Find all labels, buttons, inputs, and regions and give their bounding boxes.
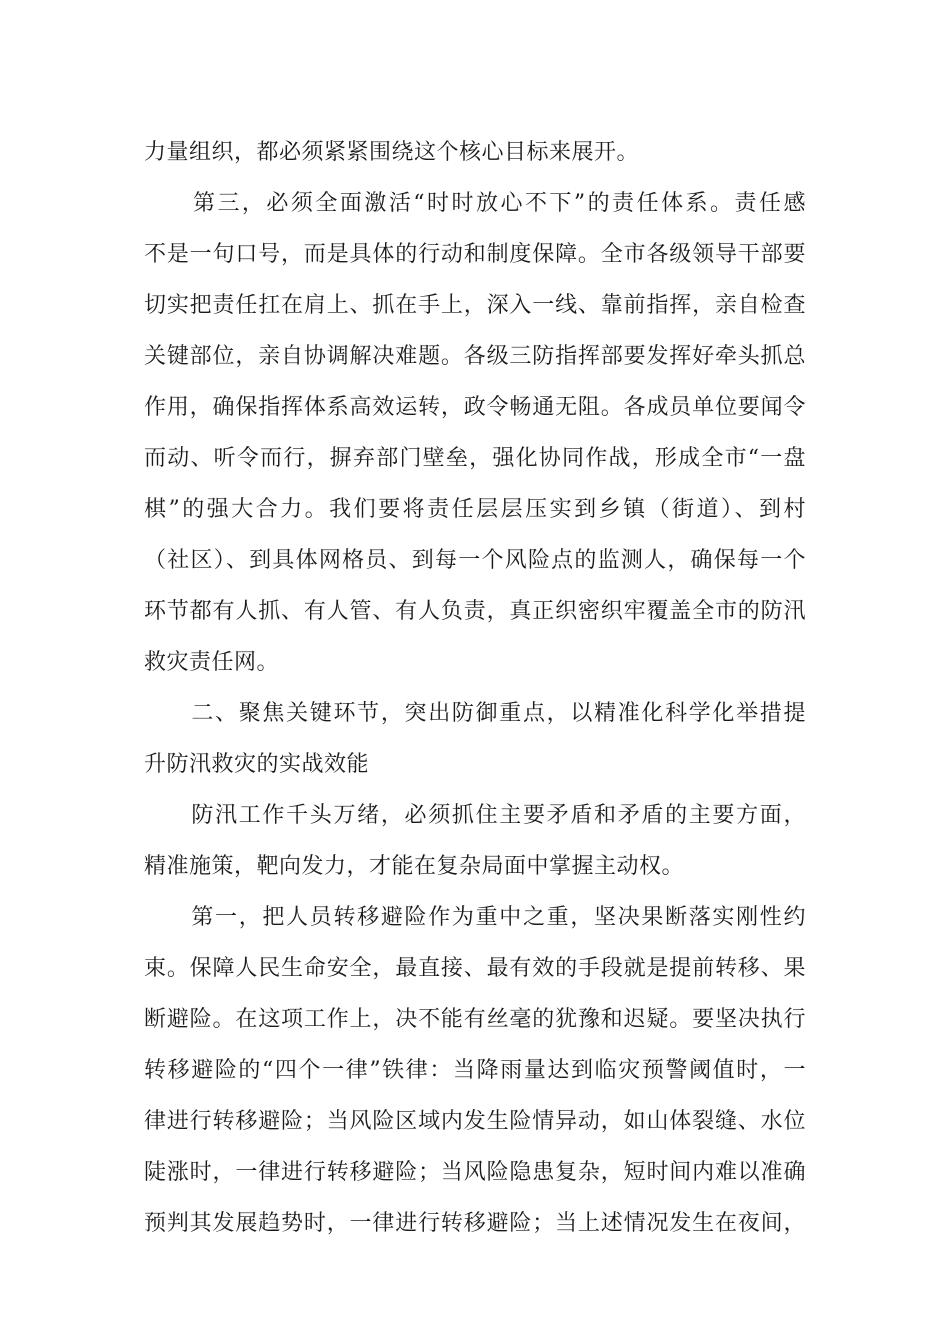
text-line: 转移避险的“四个一律”铁律：当降雨量达到临灾预警阈值时，一 — [144, 1058, 806, 1083]
text-line: 束。保障人民生命安全，最直接、最有效的手段就是提前转移、果 — [144, 956, 806, 981]
text-line: 第三，必须全面激活“时时放心不下”的责任体系。责任感 — [144, 191, 806, 216]
text-line: 精准施策，靶向发力，才能在复杂局面中掌握主动权。 — [144, 854, 685, 879]
text-line: 第一，把人员转移避险作为重中之重，坚决果断落实刚性约 — [144, 905, 806, 930]
text-line: 防汛工作千头万绪，必须抓住主要矛盾和矛盾的主要方面， — [144, 803, 806, 828]
text-line: 断避险。在这项工作上，决不能有丝毫的犹豫和迟疑。要坚决执行 — [144, 1007, 806, 1032]
section-heading-line: 二、聚焦关键环节，突出防御重点，以精准化科学化举措提 — [144, 701, 806, 726]
text-line: 力量组织，都必须紧紧围绕这个核心目标来展开。 — [144, 140, 640, 165]
text-line: 作用，确保指挥体系高效运转，政令畅通无阻。各成员单位要闻令 — [144, 395, 806, 420]
text-line: 预判其发展趋势时，一律进行转移避险；当上述情况发生在夜间， — [144, 1211, 806, 1236]
section-heading-line: 升防汛救灾的实战效能 — [144, 752, 370, 777]
text-line: 陡涨时，一律进行转移避险；当风险隐患复杂，短时间内难以准确 — [144, 1160, 806, 1185]
document-body — [144, 127, 806, 1249]
text-line: 环节都有人抓、有人管、有人负责，真正织密织牢覆盖全市的防汛 — [144, 599, 806, 624]
text-line: 关键部位，亲自协调解决难题。各级三防指挥部要发挥好牵头抓总 — [144, 344, 806, 369]
text-line: 律进行转移避险；当风险区域内发生险情异动，如山体裂缝、水位 — [144, 1109, 806, 1134]
text-line: 不是一句口号，而是具体的行动和制度保障。全市各级领导干部要 — [144, 242, 806, 267]
text-line: 而动、听令而行，摒弃部门壁垒，强化协同作战，形成全市“一盘 — [144, 446, 806, 471]
text-line: 切实把责任扛在肩上、抓在手上，深入一线、靠前指挥，亲自检查 — [144, 293, 806, 318]
text-line: 棋”的强大合力。我们要将责任层层压实到乡镇（街道）、到村 — [144, 497, 806, 522]
text-line: 救灾责任网。 — [144, 650, 280, 675]
text-line: （社区）、到具体网格员、到每一个风险点的监测人，确保每一个 — [144, 548, 806, 573]
